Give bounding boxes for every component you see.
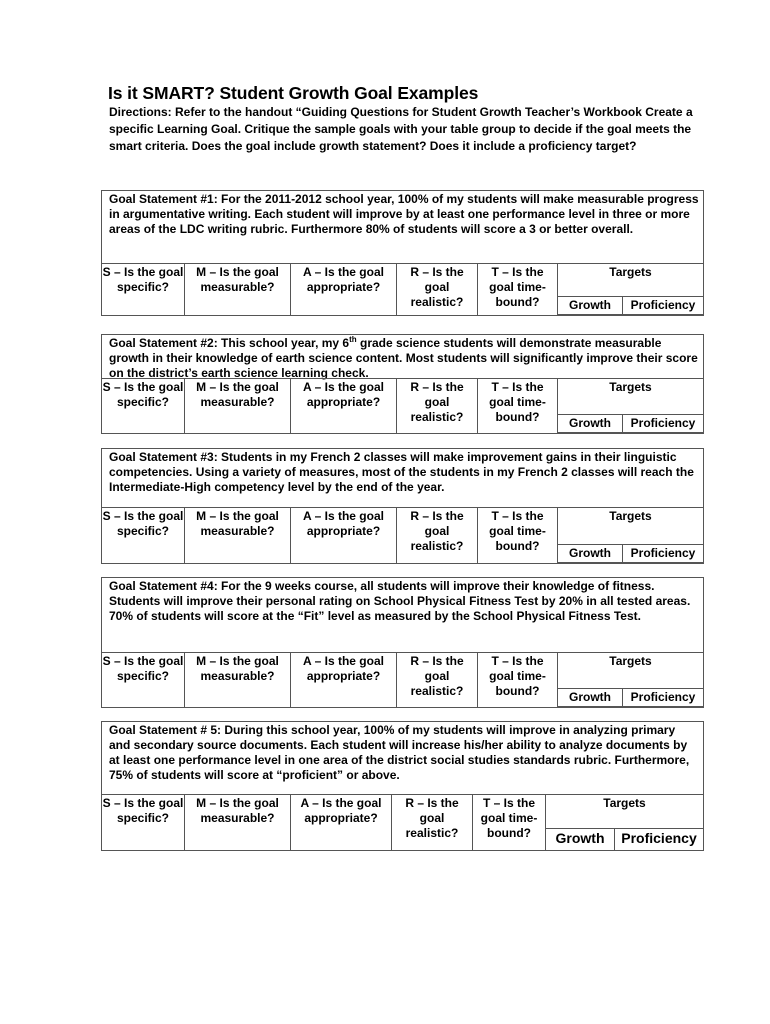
goal-statement-5: Goal Statement # 5: During this school year, 100% of my students will improve in analyzing primary and secondary source documents. Each student will increase his/her ability to analyze documents by at least one performance level in one area of the district social studies standards rubric. Furthermore, 75% of students will score at “proficient” or above. [109,723,690,782]
targets-cell [558,264,703,315]
criteria-appropriate: A – Is the goal appropriate? [291,379,397,433]
criteria-realistic: R – Is the goal realistic? [397,653,478,707]
growth-label: Growth [558,689,623,706]
goal-block-1 [101,190,704,316]
criteria-time-bound: T – Is the goal time-bound? [473,795,546,850]
growth-label: Growth [558,545,623,562]
targets-subrow [546,828,703,850]
targets-subrow [558,296,703,315]
criteria-realistic: R – Is the goal realistic? [397,264,478,315]
targets-label: Targets [609,509,652,523]
criteria-realistic: R – Is the goal realistic? [392,795,473,850]
criteria-specific: S – Is the goal specific? [102,508,185,563]
criteria-row [102,263,703,315]
growth-label: Growth [546,829,615,850]
growth-label: Growth [558,415,623,432]
proficiency-label: Proficiency [630,298,696,312]
criteria-time-bound: T – Is the goal time-bound? [478,508,558,563]
proficiency-label: Proficiency [621,830,697,846]
criteria-time-bound: T – Is the goal time-bound? [478,379,558,433]
criteria-row [102,507,703,563]
page-title: Is it SMART? Student Growth Goal Examples [108,83,479,103]
goal-block-4 [101,577,704,708]
targets-cell [558,379,703,433]
criteria-specific: S – Is the goal specific? [102,264,185,315]
targets-cell [546,795,703,850]
criteria-appropriate: A – Is the goal appropriate? [291,508,397,563]
proficiency-label: Proficiency [630,546,696,560]
criteria-specific: S – Is the goal specific? [102,379,185,433]
criteria-appropriate: A – Is the goal appropriate? [291,264,397,315]
goal-block-3 [101,448,704,564]
targets-cell [558,653,703,707]
directions-text: Directions: Refer to the handout “Guiding Questions for Student Growth Teacher’s Workbook Create a specific Learning Goal. Critique the sample goals with your table group to decide if the goal meets the smart criteria. Does the goal include growth statement? Does it include a proficiency target? [109,105,693,154]
goal-statement-3: Goal Statement #3: Students in my French 2 classes will make improvement gains in their linguistic competencies. Using a variety of measures, most of the students in my French 2 classes will reach the Intermediate-High competency level by the end of the year. [109,450,694,494]
targets-label: Targets [603,796,646,810]
goal-statement-4: Goal Statement #4: For the 9 weeks course, all students will improve their knowledge of fitness. Students will improve their personal rating on School Physical Fitness Test by 20% in all tested areas. 70% of students will score at the “Fit” level as measured by the School Physical Fitness Test. [109,579,691,623]
goal-statement-1: Goal Statement #1: For the 2011-2012 school year, 100% of my students will make measurable progress in argumentative writing. Each student will improve by at least one performance level in three or more areas of the LDC writing rubric. Furthermore 80% of students will score a 3 or better overall. [109,192,699,236]
targets-label: Targets [609,265,652,279]
targets-label: Targets [609,380,652,394]
criteria-realistic: R – Is the goal realistic? [397,508,478,563]
goal-block-2 [101,334,704,434]
targets-label: Targets [609,654,652,668]
targets-subrow [558,544,703,563]
proficiency-label: Proficiency [630,416,696,430]
criteria-row [102,378,703,433]
growth-label: Growth [558,297,623,314]
proficiency-label: Proficiency [630,690,696,704]
criteria-appropriate: A – Is the goal appropriate? [291,795,392,850]
criteria-measurable: M – Is the goal measurable? [185,653,291,707]
targets-subrow [558,688,703,707]
criteria-appropriate: A – Is the goal appropriate? [291,653,397,707]
criteria-time-bound: T – Is the goal time-bound? [478,264,558,315]
criteria-measurable: M – Is the goal measurable? [185,795,291,850]
criteria-measurable: M – Is the goal measurable? [185,379,291,433]
goal-statement-2: Goal Statement #2: This school year, my 6th grade science students will demonstrate measurable growth in their knowledge of earth science content. Most students will significantly improve their score on the district’s earth science learning check. [109,335,698,380]
criteria-measurable: M – Is the goal measurable? [185,508,291,563]
criteria-row [102,794,703,850]
goal-block-5 [101,721,704,851]
criteria-time-bound: T – Is the goal time-bound? [478,653,558,707]
criteria-specific: S – Is the goal specific? [102,653,185,707]
criteria-realistic: R – Is the goal realistic? [397,379,478,433]
criteria-measurable: M – Is the goal measurable? [185,264,291,315]
targets-subrow [558,414,703,433]
criteria-specific: S – Is the goal specific? [102,795,185,850]
targets-cell [558,508,703,563]
criteria-row [102,652,703,707]
